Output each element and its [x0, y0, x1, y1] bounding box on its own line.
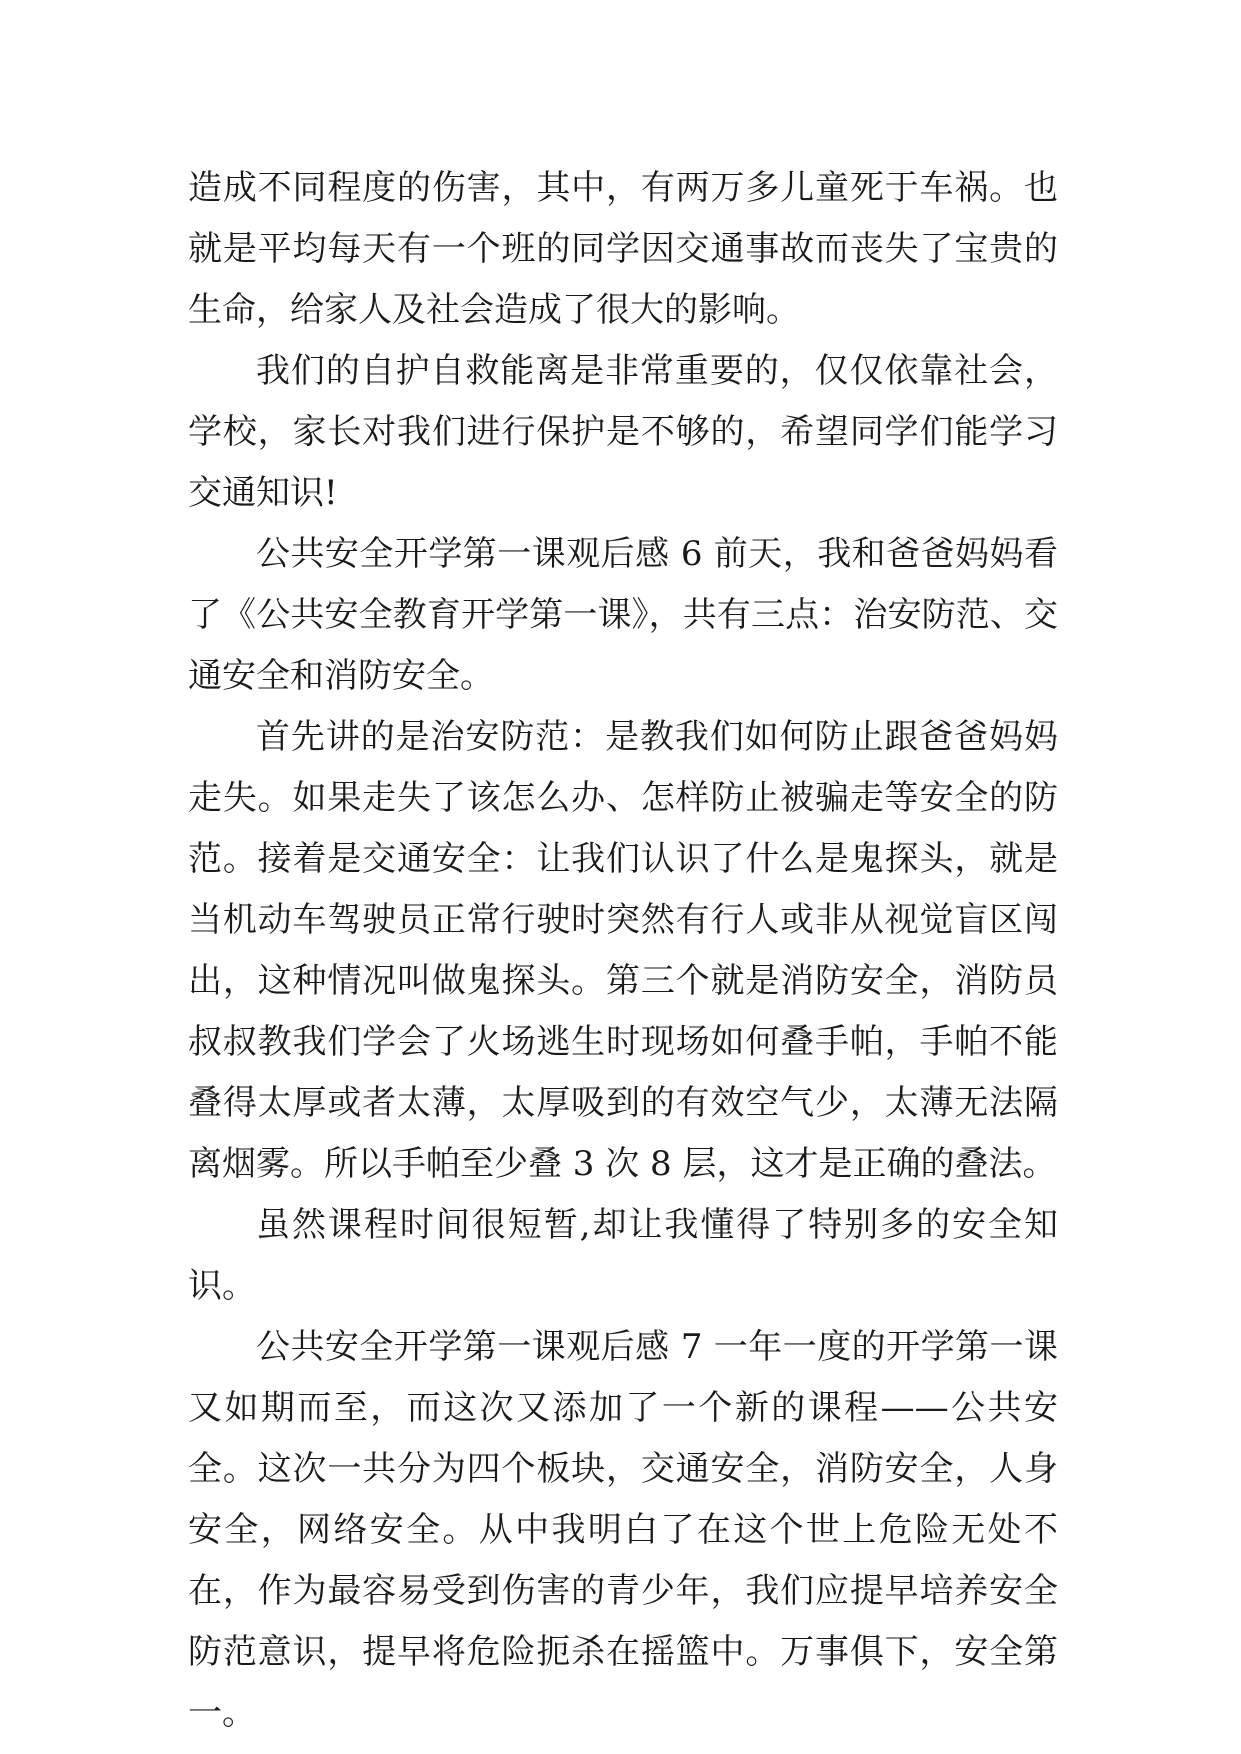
paragraph-essay-6-details: 首先讲的是治安防范：是教我们如何防止跟爸爸妈妈走失。如果走失了该怎么办、怎样防止被骗走等安全的防范。接着是交通安全：让我们认识了什么是鬼探头，就是当机动车驾驶员正常行驶时突然有行人或非从视觉盲区闯出，这种情况叫做鬼探头。第三个就是消防安全，消防员叔叔教我们学会了火场逃生时现场如何叠手帕，手帕不能叠得太厚或者太薄，太厚吸到的有效空气少，太薄无法隔离烟雾。所以手帕至少叠 3 次 8 层，这才是正确的叠法。: [188, 717, 1058, 1184]
paragraph-self-protection: 我们的自护自救能离是非常重要的，仅仅依靠社会，学校，家长对我们进行保护是不够的，希望同学们能学习交通知识!: [188, 351, 1058, 513]
paragraph-essay-6-conclusion: 虽然课程时间很短暂,却让我懂得了特别多的安全知识。: [188, 1205, 1058, 1306]
document-body: [188, 158, 1058, 1744]
paragraph-essay-7: 公共安全开学第一课观后感 7 一年一度的开学第一课又如期而至，而这次又添加了一个新的课程——公共安全。这次一共分为四个板块，交通安全，消防安全，人身安全，网络安全。从中我明白了在这个世上危险无处不在，作为最容易受到伤害的青少年，我们应提早培养安全防范意识，提早将危险扼杀在摇篮中。万事俱下，安全第一。: [188, 1327, 1058, 1733]
paragraph-continued: 造成不同程度的伤害，其中，有两万多儿童死于车祸。也就是平均每天有一个班的同学因交通事故而丧失了宝贵的生命，给家人及社会造成了很大的影响。: [188, 168, 1058, 330]
paragraph-essay-6-intro: 公共安全开学第一课观后感 6 前天，我和爸爸妈妈看了《公共安全教育开学第一课》，共有三点：治安防范、交通安全和消防安全。: [188, 534, 1058, 696]
